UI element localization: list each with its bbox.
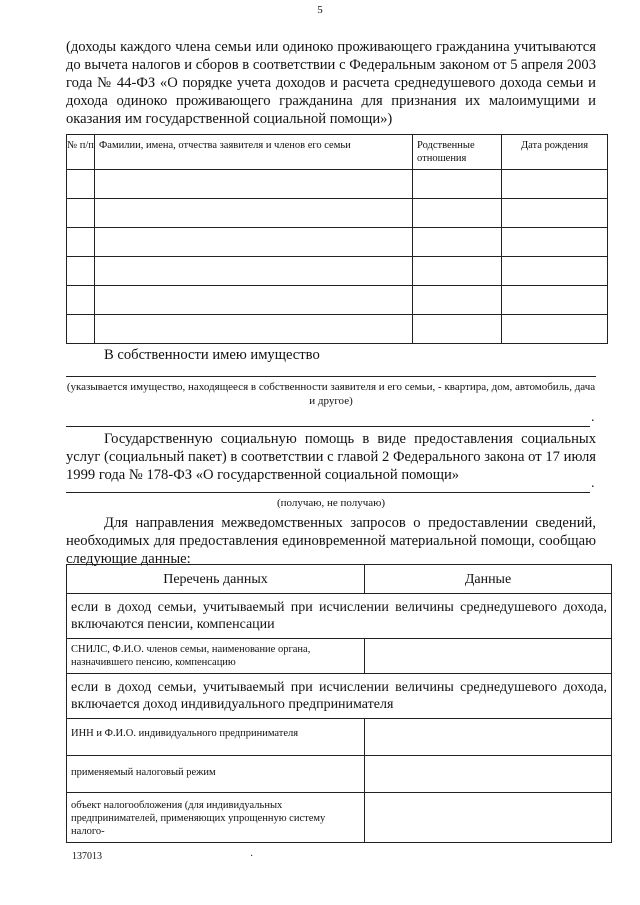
table-cell[interactable] [67, 199, 95, 228]
table-row [67, 286, 608, 315]
social-aid-end-mark: . [591, 476, 595, 491]
property-input-line-2[interactable] [66, 426, 590, 427]
pension-row-value[interactable] [365, 639, 612, 674]
table-cell[interactable] [67, 257, 95, 286]
column-header-number: № п/п [67, 135, 95, 170]
table-cell[interactable] [502, 199, 608, 228]
property-end-mark: . [591, 410, 595, 425]
footer-code: 137013 [72, 851, 102, 862]
table-section-row [67, 594, 612, 639]
table-cell[interactable] [502, 257, 608, 286]
table-row [67, 199, 608, 228]
table-cell[interactable] [502, 315, 608, 344]
tax-object-row-value[interactable] [365, 793, 612, 843]
entrepreneur-section-title: если в доход семьи, учитываемый при исчислении величины среднедушевого дохода, включается доход индивидуального предпринимателя [67, 674, 612, 719]
table-cell[interactable] [413, 257, 502, 286]
table-header-row [67, 565, 612, 594]
table-section-row [67, 674, 612, 719]
table-row [67, 639, 612, 674]
pension-row-label: СНИЛС, Ф.И.О. членов семьи, наименование органа, назначившего пенсию, компенсацию [67, 639, 365, 674]
column-header-data: Данные [365, 565, 612, 594]
table-cell[interactable] [413, 286, 502, 315]
social-aid-hint: (получаю, не получаю) [276, 497, 386, 509]
table-cell[interactable] [413, 315, 502, 344]
table-row [67, 793, 612, 843]
table-cell[interactable] [502, 170, 608, 199]
footer-mark: · [250, 851, 254, 862]
property-label: В собственности имею имущество [104, 347, 320, 363]
table-cell[interactable] [502, 228, 608, 257]
table-cell[interactable] [413, 170, 502, 199]
table-cell[interactable] [95, 228, 413, 257]
table-cell[interactable] [413, 199, 502, 228]
table-row [67, 719, 612, 756]
social-aid-input-line[interactable] [66, 492, 590, 493]
table-cell[interactable] [95, 257, 413, 286]
pension-section-title: если в доход семьи, учитываемый при исчислении величины среднедушевого дохода, включаются пенсии, компенсации [67, 594, 612, 639]
table-cell[interactable] [95, 199, 413, 228]
table-cell[interactable] [67, 170, 95, 199]
family-members-table [66, 134, 608, 344]
column-header-relation: Родственные отношения [413, 135, 502, 170]
table-cell[interactable] [95, 170, 413, 199]
table-row [67, 170, 608, 199]
table-cell[interactable] [502, 286, 608, 315]
table-cell[interactable] [67, 315, 95, 344]
table-cell[interactable] [67, 286, 95, 315]
table-cell[interactable] [413, 228, 502, 257]
tax-regime-row-value[interactable] [365, 756, 612, 793]
requests-paragraph: Для направления межведомственных запросов о предоставлении сведений, необходимых для предоставления единовременной материальной помощи, сообщаю следующие данные: [66, 515, 596, 567]
column-header-data-list: Перечень данных [67, 565, 365, 594]
table-cell[interactable] [95, 286, 413, 315]
tax-regime-row-label: применяемый налоговый режим [67, 756, 365, 793]
page-number: 5 [317, 4, 323, 16]
property-input-line[interactable] [66, 376, 596, 377]
table-cell[interactable] [95, 315, 413, 344]
table-cell[interactable] [67, 228, 95, 257]
table-row [67, 756, 612, 793]
column-header-birth-date: Дата рождения [502, 135, 608, 170]
table-row [67, 257, 608, 286]
inn-row-value[interactable] [365, 719, 612, 756]
property-hint: (указывается имущество, находящееся в собственности заявителя и его семьи, - квартира, дом, автомобиль, дача и другое) [66, 381, 596, 407]
table-row [67, 315, 608, 344]
table-row [67, 228, 608, 257]
social-aid-paragraph: Государственную социальную помощь в виде предоставления социальных услуг (социальный пакет) в соответствии с главой 2 Федерального закона от 17 июля 1999 года № 178-ФЗ «О государственной социальной помощи» [66, 431, 596, 483]
table-header-row [67, 135, 608, 170]
column-header-names: Фамилии, имена, отчества заявителя и членов его семьи [95, 135, 413, 170]
intro-paragraph: (доходы каждого члена семьи или одиноко проживающего гражданина учитываются до вычета налогов и сборов в соответствии с Федеральным законом от 5 апреля 2003 года № 44-ФЗ «О порядке учета доходов и расчета среднедушевого дохода семьи и дохода одиноко проживающего гражданина для признания их малоимущими и оказания им государственной социальной помощи») [66, 39, 596, 127]
inn-row-label: ИНН и Ф.И.О. индивидуального предпринимателя [67, 719, 365, 756]
data-table [66, 564, 612, 843]
tax-object-row-label: объект налогообложения (для индивидуальных предпринимателей, применяющих упрощенную систему налого- [67, 793, 365, 843]
